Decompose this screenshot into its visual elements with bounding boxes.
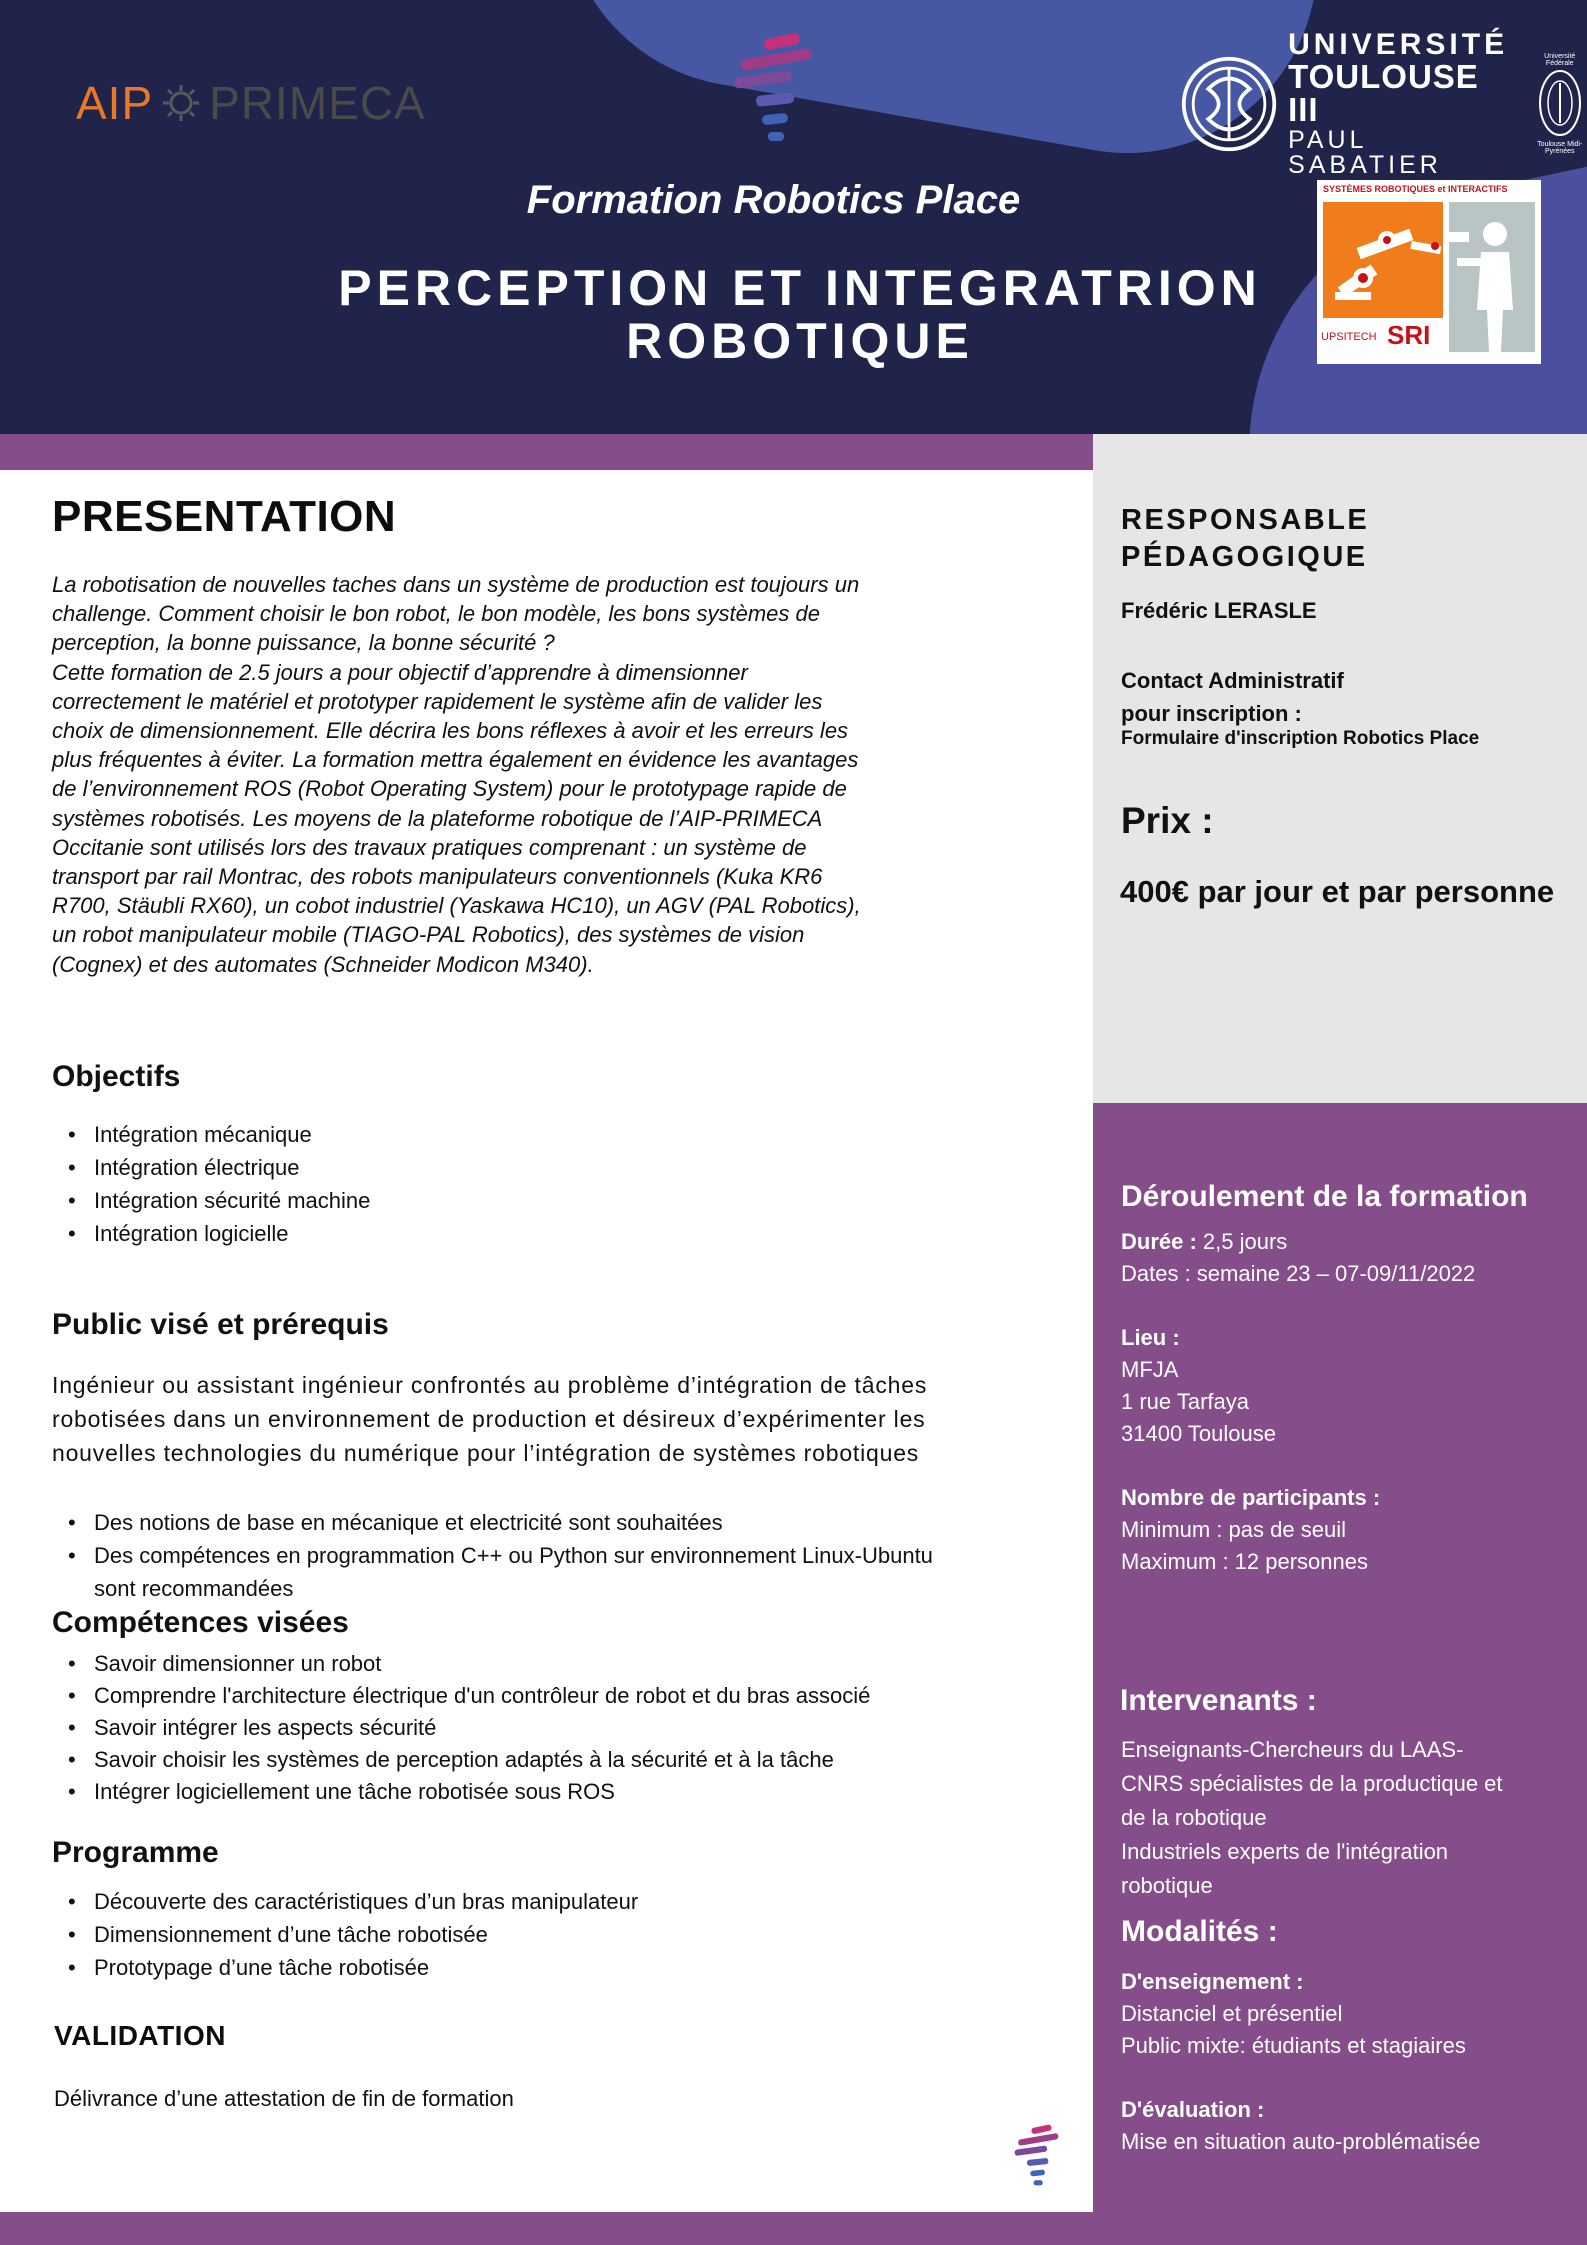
enseignement-line: Public mixte: étudiants et stagiaires xyxy=(1121,2033,1466,2058)
ut3-emblem-icon xyxy=(1180,52,1278,156)
intervenants-text xyxy=(1121,1733,1571,1903)
public-text xyxy=(52,1368,1052,1470)
list-item: • Intégration sécurité machine xyxy=(52,1184,1032,1217)
modalites-details xyxy=(1121,1966,1571,2158)
participants-min: Minimum : pas de seuil xyxy=(1121,1517,1346,1542)
enseignement-line: Distanciel et présentiel xyxy=(1121,2001,1343,2026)
robot-arm-icon xyxy=(1317,180,1541,364)
list-item: • Découverte des caractéristiques d’un bras manipulateur xyxy=(52,1885,1052,1918)
validation-text: Délivrance d’une attestation de fin de formation xyxy=(54,2086,514,2111)
modalites-heading: Modalités : xyxy=(1121,1915,1278,1948)
text-line: • Des compétences en programmation C++ ou Python sur environnement Linux-Ubuntu xyxy=(94,1543,933,1568)
lieu-line: 1 rue Tarfaya xyxy=(1121,1389,1250,1414)
competences-heading: Compétences visées xyxy=(52,1606,349,1639)
text-line: (Cognex) et des automates (Schneider Modicon M340). xyxy=(52,951,594,977)
robotics-place-small-logo-icon xyxy=(1010,2122,1072,2198)
prix-heading: Prix : xyxy=(1121,800,1214,841)
bottom-purple-band xyxy=(0,2212,1093,2245)
text-line: robotisées dans un environnement de production et désireux d’expérimenter les xyxy=(52,1406,926,1432)
intervenants-heading: Intervenants : xyxy=(1120,1684,1317,1717)
text-line: sont recommandées xyxy=(94,1576,294,1601)
public-heading: Public visé et prérequis xyxy=(52,1308,389,1341)
objectifs-heading: Objectifs xyxy=(52,1060,181,1093)
duree-label: Durée : xyxy=(1121,1229,1197,1254)
participants-max: Maximum : 12 personnes xyxy=(1121,1549,1368,1574)
title-line-1: PERCEPTION ET INTEGRATRION xyxy=(338,260,1262,316)
aip-logo-text: AIP xyxy=(76,77,154,129)
text-line: transport par rail Montrac, des robots manipulateurs conventionnels (Kuka KR6 xyxy=(52,864,823,890)
text-line: systèmes robotisés. Les moyens de la plateforme robotique de l’AIP-PRIMECA xyxy=(52,805,823,831)
primeca-logo-text: PRIMECA xyxy=(209,77,426,129)
seal-top-text: Université Fédérale xyxy=(1544,53,1576,67)
participants-label: Nombre de participants : xyxy=(1121,1485,1381,1510)
header-banner xyxy=(0,0,1587,434)
lieu-line: 31400 Toulouse xyxy=(1121,1421,1276,1446)
text-line: La robotisation de nouvelles taches dans un système de production est toujours un xyxy=(52,572,860,597)
evaluation-line: Mise en situation auto-problématisée xyxy=(1121,2129,1481,2154)
list-item: • Dimensionnement d’une tâche robotisée xyxy=(52,1918,1052,1951)
text-line: plus fréquentes à éviter. La formation mettra également en évidence les avantages xyxy=(52,747,859,773)
text-line: perception, la bonne puissance, la bonne sécurité ? xyxy=(52,630,555,656)
robotics-place-logo-icon xyxy=(726,32,836,160)
text-line: challenge. Comment choisir le bon robot, le bon modèle, les bons systèmes de xyxy=(52,601,820,627)
list-item: • Intégration mécanique xyxy=(52,1118,1032,1151)
ut-line-2: TOULOUSE III xyxy=(1288,58,1479,128)
list-item: • Savoir dimensionner un robot xyxy=(52,1648,1052,1680)
ups-text: UPSITECH xyxy=(1321,331,1377,343)
text-line: Cette formation de 2.5 jours a pour objectif d’apprendre à dimensionner xyxy=(52,659,748,685)
heading-line: PÉDAGOGIQUE xyxy=(1121,541,1368,573)
list-item: • Comprendre l'architecture électrique d'un contrôleur de robot et du bras associé xyxy=(52,1680,1052,1712)
dates-line: Dates : semaine 23 – 07-09/11/2022 xyxy=(1121,1261,1476,1286)
text-line: Ingénieur ou assistant ingénieur confrontés au problème d’intégration de tâches xyxy=(52,1372,928,1398)
list-item: • Intégrer logiciellement une tâche robotisée sous ROS xyxy=(52,1776,1052,1808)
text-line: choix de dimensionnement. Elle décrira les bons réflexes à avoir et les erreurs les xyxy=(52,718,849,744)
heading-line: RESPONSABLE xyxy=(1121,504,1370,536)
text-line: R700, Stäubli RX60), un cobot industriel (Yaskawa HC10), un AGV (PAL Robotics), xyxy=(52,893,861,919)
prix-value: 400€ par jour et par personne xyxy=(1120,874,1555,909)
inscription-form-link[interactable]: Formulaire d'inscription Robotics Place xyxy=(1121,728,1480,749)
seal-emblem-icon xyxy=(1535,67,1585,139)
text-line: de l’environnement ROS (Robot Operating System) pour le prototypage rapide de xyxy=(52,776,847,802)
sri-top-text: SYSTÈMES ROBOTIQUES et INTERACTIFS xyxy=(1323,184,1508,194)
duree-value: 2,5 jours xyxy=(1196,1229,1288,1254)
responsable-heading xyxy=(1121,502,1561,576)
list-item: • Intégration électrique xyxy=(52,1151,1032,1184)
list-item: • Savoir choisir les systèmes de perception adaptés à la sécurité et à la tâche xyxy=(52,1744,1052,1776)
text-line: de la robotique xyxy=(1121,1805,1267,1830)
text-line: robotique xyxy=(1121,1873,1213,1898)
evaluation-label: D'évaluation : xyxy=(1121,2097,1265,2122)
formation-subtitle: Formation Robotics Place xyxy=(526,178,1021,222)
title-line-2: ROBOTIQUE xyxy=(626,313,974,369)
universite-toulouse-logo xyxy=(1180,30,1587,178)
programme-heading: Programme xyxy=(52,1836,219,1869)
responsable-name: Frédéric LERASLE xyxy=(1121,598,1317,623)
aip-primeca-logo xyxy=(76,76,426,130)
text-line: nouvelles technologies du numérique pour l’intégration de systèmes robotiques xyxy=(52,1440,920,1466)
deroulement-details xyxy=(1121,1226,1571,1578)
contact-heading xyxy=(1121,664,1561,730)
objectifs-list xyxy=(52,1118,1032,1250)
heading-line: pour inscription : xyxy=(1121,701,1302,726)
programme-list xyxy=(52,1885,1052,1984)
presentation-text xyxy=(52,570,952,979)
enseignement-label: D'enseignement : xyxy=(1121,1969,1304,1994)
gear-icon xyxy=(159,81,203,125)
list-item xyxy=(52,1539,1052,1605)
sri-logo xyxy=(1317,180,1541,364)
list-item: • Prototypage d’une tâche robotisée xyxy=(52,1951,1052,1984)
duree-line xyxy=(1121,1226,1571,1258)
text-line: Enseignants-Chercheurs du LAAS- xyxy=(1121,1737,1464,1762)
text-line: CNRS spécialistes de la productique et xyxy=(1121,1771,1503,1796)
list-item: • Des notions de base en mécanique et electricité sont souhaitées xyxy=(52,1506,1052,1539)
list-item: • Savoir intégrer les aspects sécurité xyxy=(52,1712,1052,1744)
prerequis-list xyxy=(52,1506,1052,1605)
ut-line-1: UNIVERSITÉ xyxy=(1288,28,1509,61)
text-line: Industriels experts de l'intégration xyxy=(1121,1839,1449,1864)
text-line: correctement le matériel et prototyper rapidement le système afin de valider les xyxy=(52,688,823,714)
validation-heading: VALIDATION xyxy=(54,2020,226,2051)
ut-line-3: PAUL SABATIER xyxy=(1288,126,1442,179)
lieu-label: Lieu : xyxy=(1121,1325,1180,1350)
page-title xyxy=(300,262,1300,368)
lieu-line: MFJA xyxy=(1121,1357,1179,1382)
sri-text: SRI xyxy=(1387,320,1431,350)
competences-list xyxy=(52,1648,1052,1808)
presentation-heading: PRESENTATION xyxy=(52,492,397,541)
deroulement-heading: Déroulement de la formation xyxy=(1121,1180,1528,1213)
seal-bottom-text: Toulouse Midi-Pyrénées xyxy=(1537,141,1583,155)
top-purple-band xyxy=(0,434,1093,470)
text-line: un robot manipulateur mobile (TIAGO-PAL Robotics), des systèmes de vision xyxy=(52,922,805,948)
federal-university-seal xyxy=(1531,53,1587,155)
heading-line: Contact Administratif xyxy=(1121,668,1344,693)
text-line: Occitanie sont utilisés lors des travaux pratiques comprenant : un système de xyxy=(52,834,807,860)
list-item: • Intégration logicielle xyxy=(52,1217,1032,1250)
